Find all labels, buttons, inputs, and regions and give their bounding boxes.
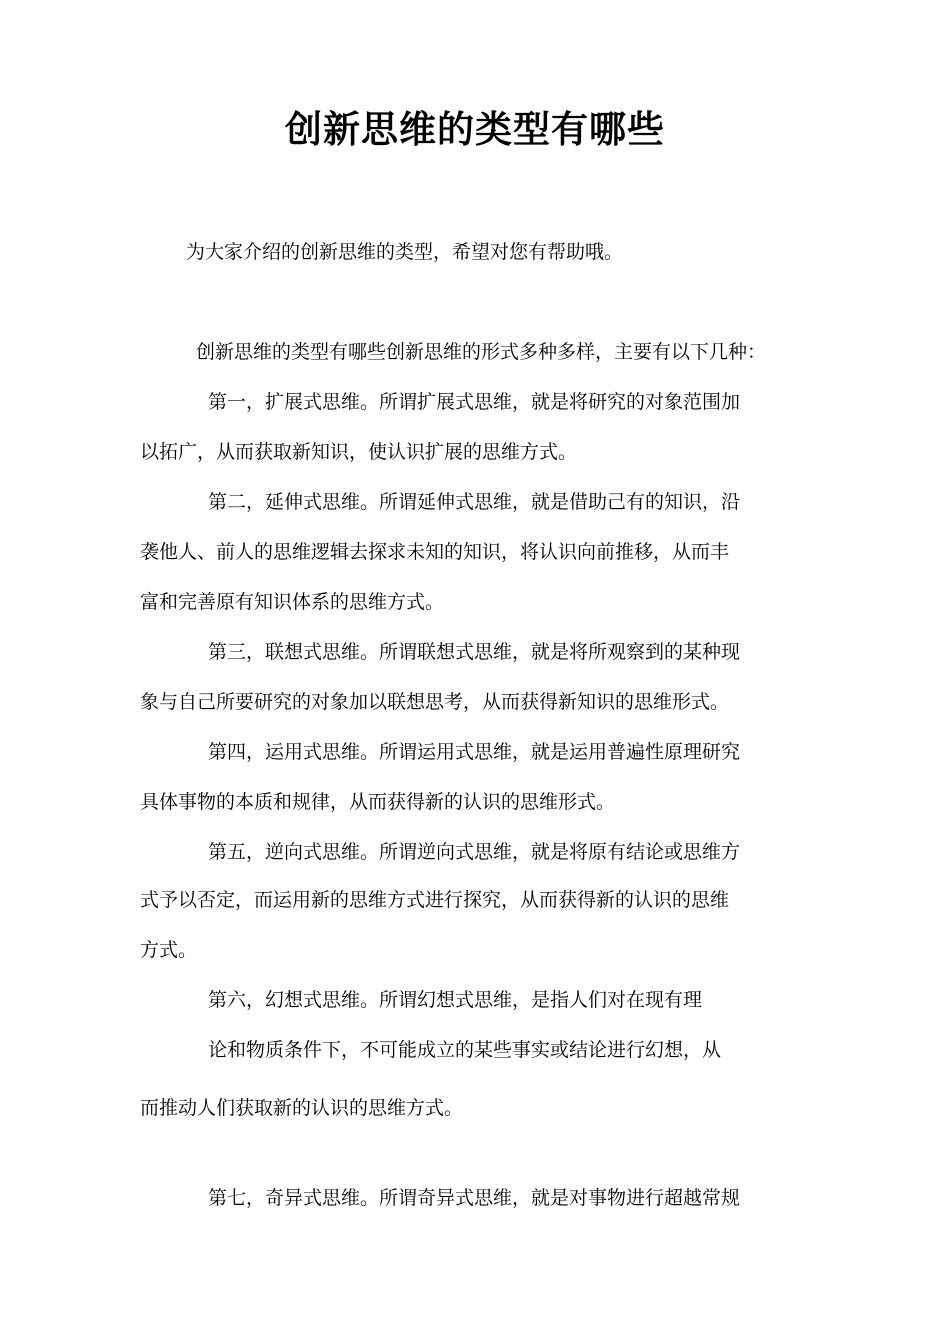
paragraph-3-line-1: 第三，联想式思维。所谓联想式思维，就是将所观察到的某种现 [208,641,741,663]
paragraph-5-line-1: 第五，逆向式思维。所谓逆向式思维，就是将原有结论或思维方 [208,841,741,863]
paragraph-2-line-3: 富和完善原有知识体系的思维方式。 [140,591,445,613]
paragraph-5-line-2: 式予以否定，而运用新的思维方式进行探究，从而获得新的认识的思维 [140,889,730,911]
paragraph-4-line-2: 具体事物的本质和规律，从而获得新的认识的思维形式。 [140,791,616,813]
paragraph-2-line-1: 第二，延伸式思维。所谓延伸式思维，就是借助己有的知识，沿 [208,491,741,513]
paragraph-1-line-1: 第一，扩展式思维。所谓扩展式思维，就是将研究的对象范围加 [208,391,741,413]
paragraph-5-line-3: 方式。 [140,939,198,961]
paragraph-2-line-2: 袭他人、前人的思维逻辑去探求未知的知识，将认识向前推移，从而丰 [140,541,730,563]
paragraph-6-line-3: 而推动人们获取新的认识的思维方式。 [140,1097,464,1119]
page-title: 创新思维的类型有哪些 [285,108,665,151]
paragraph-6-line-1: 第六，幻想式思维。所谓幻想式思维，是指人们对在现有理 [208,989,703,1011]
intro-paragraph: 为大家介绍的创新思维的类型，希望对您有帮助哦。 [186,241,624,263]
paragraph-1-line-2: 以拓广，从而获取新知识，使认识扩展的思维方式。 [140,441,578,463]
paragraph-3-line-2: 象与自己所要研究的对象加以联想思考，从而获得新知识的思维形式。 [140,691,730,713]
lead-paragraph: 创新思维的类型有哪些创新思维的形式多种多样，主要有以下几种： [196,341,767,363]
paragraph-6-line-2: 论和物质条件下，不可能成立的某些事实或结论进行幻想，从 [208,1039,722,1061]
paragraph-7-line-1: 第七，奇异式思维。所谓奇异式思维，就是对事物进行超越常规 [208,1187,741,1209]
paragraph-4-line-1: 第四，运用式思维。所谓运用式思维，就是运用普遍性原理研究 [208,741,741,763]
